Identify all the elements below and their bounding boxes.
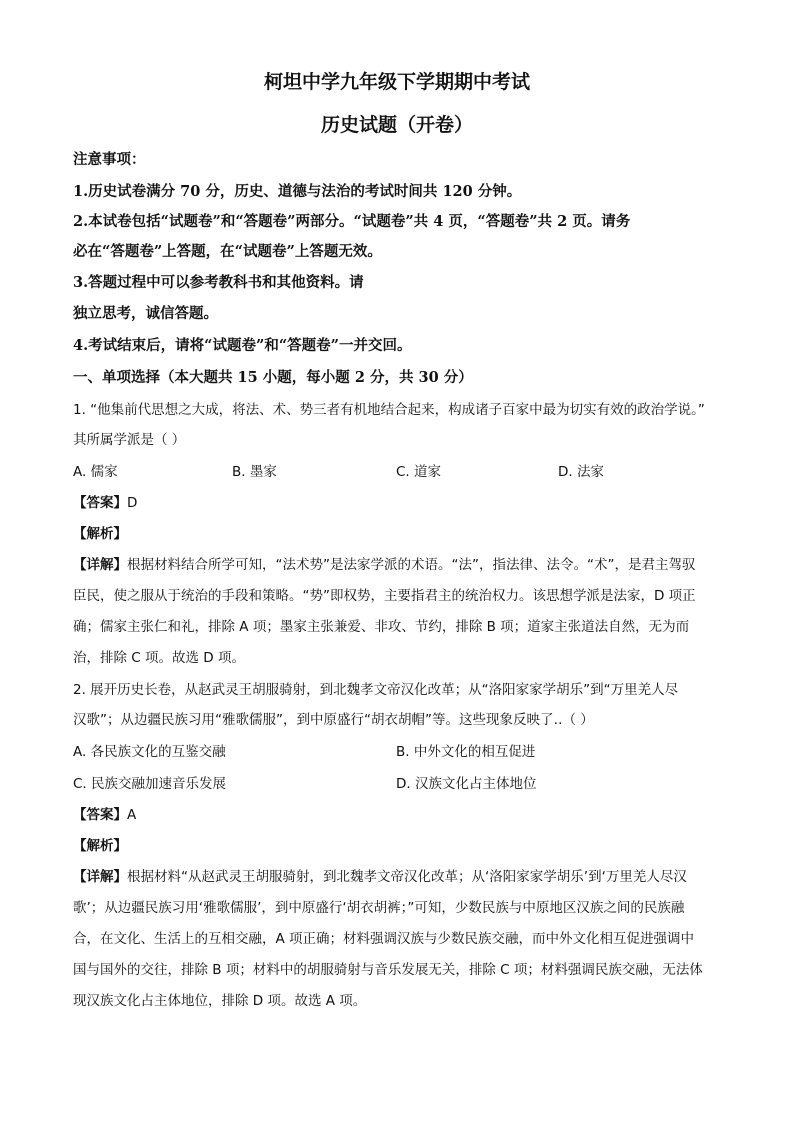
question-1-analysis [73, 524, 733, 544]
analysis-tag: 【解析】 [73, 526, 127, 542]
notice-item-1: 1.历史试卷满分 70 分，历史、道德与法治的考试时间共 120 分钟。 [73, 183, 522, 200]
detail-text: 根据材料“从赵武灵王胡服骑射，到北魏孝文帝汉化改革；从‘洛阳家家学胡乐’到‘万里羌人尽汉 [127, 869, 687, 885]
question-1-option-c: C. 道家 [396, 464, 442, 480]
detail-text: 根据材料结合所学可知，“法术势”是法家学派的术语。“法”，指法律、法令。“术”，是君主驾驭 [127, 557, 696, 573]
answer-tag: 【答案】 [73, 495, 127, 511]
question-1-answer [73, 493, 733, 513]
question-2-analysis [73, 836, 733, 856]
detail-tag: 【详解】 [73, 557, 127, 573]
question-2-detail [73, 867, 733, 887]
question-1-detail [73, 555, 733, 575]
notice-item-3: 3.答题过程中可以参考教科书和其他资料。请 [73, 274, 364, 291]
question-2-detail-line-4: 国与国外的交往，排除 B 项；材料中的胡服骑射与音乐发展无关，排除 C 项；材料强调民族交融，无法体 [73, 962, 703, 978]
answer-tag: 【答案】 [73, 807, 127, 823]
notice-item-3-cont: 独立思考，诚信答题。 [73, 305, 218, 322]
question-1-option-b: B. 墨家 [232, 464, 277, 480]
question-2-option-b: B. 中外文化的相互促进 [396, 744, 536, 760]
notice-item-4: 4.考试结束后，请将“试题卷”和“答题卷”一并交回。 [73, 337, 412, 354]
analysis-tag: 【解析】 [73, 838, 127, 854]
question-2-stem-cont: 汉歌”；从边疆民族习用“雅歌儒服”，到中原盛行“胡衣胡帽”等。这些现象反映了‥（ ） [73, 712, 594, 728]
answer-value: D [127, 495, 138, 511]
question-1-stem: 1. “他集前代思想之大成，将法、术、势三者有机地结合起来，构成诸子百家中最为切实有效的政治学说。” [73, 402, 705, 418]
question-2-option-c: C. 民族交融加速音乐发展 [73, 776, 227, 792]
exam-title: 柯坦中学九年级下学期期中考试 [263, 71, 530, 93]
question-1-stem-cont: 其所属学派是（ ） [73, 432, 186, 448]
exam-subtitle: 历史试题（开卷） [320, 114, 473, 136]
section-heading: 一、单项选择（本大题共 15 小题，每小题 2 分，共 30 分） [73, 369, 473, 386]
question-2-detail-line-5: 现汉族文化占主体地位，排除 D 项。故选 A 项。 [73, 993, 367, 1009]
question-1-option-d: D. 法家 [558, 464, 604, 480]
notice-heading: 注意事项： [73, 151, 146, 168]
question-2-option-d: D. 汉族文化占主体地位 [396, 776, 537, 792]
question-1-detail-line-2: 臣民，使之服从于统治的手段和策略。“势”即权势，主要指君主的统治权力。该思想学派是法家，D 项正 [73, 588, 696, 604]
question-1-detail-line-3: 确；儒家主张仁和礼，排除 A 项；墨家主张兼爱、非攻、节约，排除 B 项；道家主张道法自然，无为而 [73, 619, 690, 635]
question-1-detail-line-4: 治，排除 C 项。故选 D 项。 [73, 650, 245, 666]
notice-item-2: 2.本试卷包括“试题卷”和“答题卷”两部分。“试题卷”共 4 页，“答题卷”共 2 页。请务 [73, 213, 631, 230]
question-1-option-a: A. 儒家 [73, 464, 118, 480]
question-2-detail-line-3: 合，在文化、生活上的互相交融，A 项正确；材料强调汉族与少数民族交融，而中外文化相互促进强调中 [73, 931, 695, 947]
question-2-stem: 2. 展开历史长卷，从赵武灵王胡服骑射，到北魏孝文帝汉化改革；从“洛阳家家学胡乐”到“万里羌人尽 [73, 682, 679, 698]
question-2-detail-line-2: 歌’；从边疆民族习用‘雅歌儒服’，到中原盛行‘胡衣胡裤；”可知，少数民族与中原地区汉族之间的民族融 [73, 900, 685, 916]
question-2-answer [73, 805, 733, 825]
answer-value: A [127, 807, 137, 823]
notice-item-2-cont: 必在“答题卷”上答题，在“试题卷”上答题无效。 [73, 243, 382, 260]
question-2-option-a: A. 各民族文化的互鉴交融 [73, 744, 226, 760]
detail-tag: 【详解】 [73, 869, 127, 885]
